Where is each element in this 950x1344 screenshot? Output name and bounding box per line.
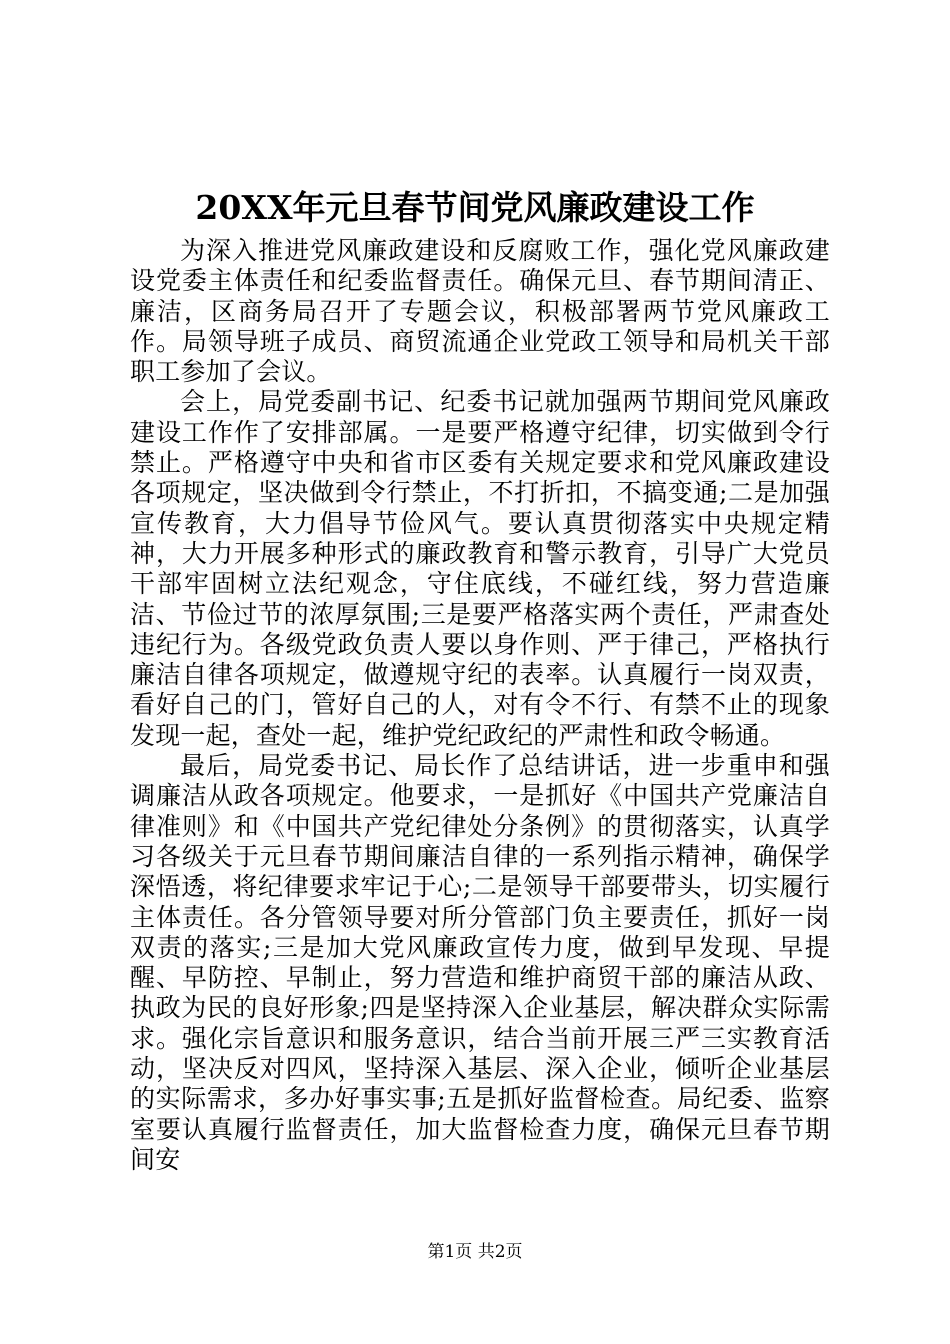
- paragraph-1: 为深入推进党风廉政建设和反腐败工作，强化党风廉政建设党委主体责任和纪委监督责任。确保元旦、春节期间清正、廉洁，区商务局召开了专题会议，积极部署两节党风廉政工作。局领导班子成员、商贸流通企业党政工领导和局机关干部职工参加了会议。: [130, 236, 830, 387]
- paragraph-2: 会上，局党委副书记、纪委书记就加强两节期间党风廉政建设工作作了安排部属。一是要严格遵守纪律，切实做到令行禁止。严格遵守中央和省市区委有关规定要求和党风廉政建设各项规定，坚决做到令行禁止，不打折扣，不搞变通;二是加强宣传教育，大力倡导节俭风气。要认真贯彻落实中央规定精神，大力开展多种形式的廉政教育和警示教育，引导广大党员干部牢固树立法纪观念，守住底线，不碰红线，努力营造廉洁、节俭过节的浓厚氛围;三是要严格落实两个责任，严肃查处违纪行为。各级党政负责人要以身作则、严于律己，严格执行廉洁自律各项规定，做遵规守纪的表率。认真履行一岗双责，看好自己的门，管好自己的人，对有令不行、有禁不止的现象发现一起，查处一起，维护党纪政纪的严肃性和政令畅通。: [130, 387, 830, 750]
- page-footer: 第1页 共2页: [427, 1242, 523, 1262]
- paragraph-3: 最后，局党委书记、局长作了总结讲话，进一步重申和强调廉洁从政各项规定。他要求，一是抓好《中国共产党廉洁自律准则》和《中国共产党纪律处分条例》的贯彻落实，认真学习各级关于元旦春节期间廉洁自律的一系列指示精神，确保学深悟透，将纪律要求牢记于心;二是领导干部要带头，切实履行主体责任。各分管领导要对所分管部门负主要责任，抓好一岗双责的落实;三是加大党风廉政宣传力度，做到早发现、早提醒、早防控、早制止，努力营造和维护商贸干部的廉洁从政、执政为民的良好形象;四是坚持深入企业基层，解决群众实际需求。强化宗旨意识和服务意识，结合当前开展三严三实教育活动，坚决反对四风，坚持深入基层、深入企业，倾听企业基层的实际需求，多办好事实事;五是抓好监督检查。局纪委、监察室要认真履行监督责任，加大监督检查力度，确保元旦春节期间安: [130, 751, 830, 1174]
- document-body: [130, 236, 830, 1175]
- document-title: 20XX年元旦春节间党风廉政建设工作: [195, 188, 755, 227]
